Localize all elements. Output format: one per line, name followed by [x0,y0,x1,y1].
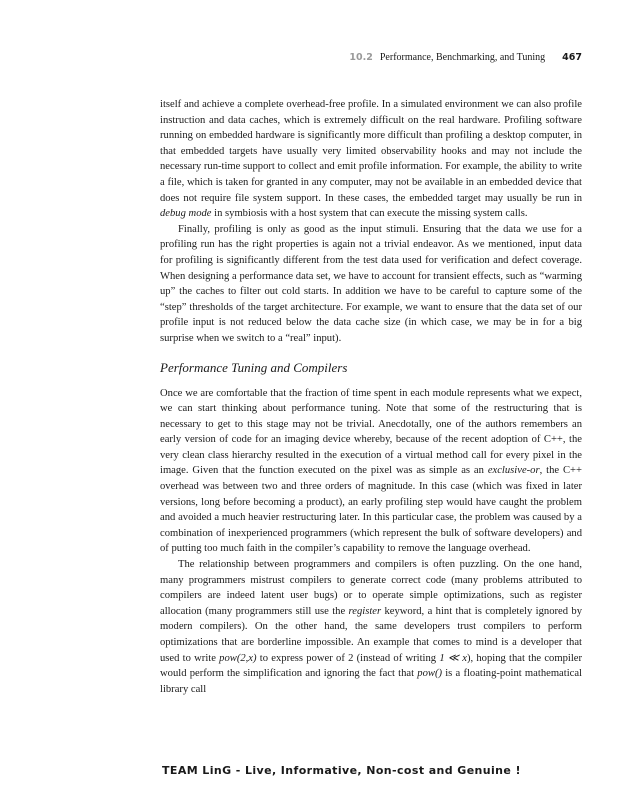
paragraph-4-emphasis-register: register [348,605,382,617]
paragraph-4 [160,557,582,697]
paragraph-4-emphasis-pow-call: pow() [417,668,443,680]
running-head [160,52,582,63]
page-body [160,97,582,697]
paragraph-4-text-a: The relationship between programmers and compilers is often puzzling. On the one hand, many programmers mistrust compilers to generate correct code (many problems attributed to compilers are indeed latent user bugs) or to operate simple optimizations, such as register allocation (many programmers still use the [160,559,582,617]
page-number: 467 [562,52,582,63]
paragraph-3 [160,386,582,558]
subsection-heading: Performance Tuning and Compilers [160,359,348,375]
paragraph-4-text-c: to express power of 2 (instead of writing [256,652,440,664]
section-number: 10.2 [349,52,373,63]
paragraph-2: Finally, profiling is only as good as the input stimuli. Ensuring that the data we use for a profiling run has the right properties is again not a trivial endeavor. As we mentioned, input data for profiling is significantly different from the test data used for verification and defect coverage. When designing a performance data set, we have to account for transient effects, such as “warming up” the caches to filter out cold starts. In addition we have to be careful to capture some of the “step” thresholds of the target architecture. For example, we want to ensure that the data set of our profile input is not reduced below the data cache size (in which case, we may be in for a big surprise when we switch to a “real” input). [160,223,582,344]
paragraph-3-emphasis: exclusive-or [487,465,540,477]
paragraph-4-text-b: keyword, a hint that is completely ignored by modern compilers). On the other hand, the same developers trust compilers to perform optimizations that are borderline impossible. An example that comes to mind is a developer that used to write [160,605,582,664]
paragraph-4-emphasis-pow: pow(2,x) [219,652,257,664]
paragraph-1-text-a: itself and achieve a complete overhead-free profile. In a simulated environment we can also profile instruction and data caches, which is extremely difficult on the real hardware. Profiling software running on embedded hardware is significantly more difficult than profiling a desktop computer, in that embedded targets have usually very limited observability hooks and may not include the necessary run-time support to collect and emit profile information. For example, the ability to write a file, which is taken for granted in any computer, may not be available in an embedded device that does not require file system support. In these cases, the embedded target may usually be run in [160,99,582,204]
paragraph-3-text-a: Once we are comfortable that the fraction of time spent in each module represents what we expect, we can start thinking about performance tuning. Note that some of the restructuring that is necessary to get to this stage may not be trivial. Anecdotally, one of the authors remembers an early version of code for an imaging device whereby, because of the recent adoption of C++, the very clean class hierarchy resulted in the execution of a virtual method call for every pixel in the image. Given that the function executed on the pixel was as simple as an [160,387,582,477]
paragraph-4-emphasis-shift: 1 ≪ x [439,652,467,664]
paragraph-4-text-e: is a floating-point mathematical library call [160,668,582,695]
paragraph-1-text-b: in symbiosis with a host system that can execute the missing system calls. [211,208,528,220]
paragraph-1-emphasis: debug mode [160,208,212,220]
section-title: Performance, Benchmarking, and Tuning [379,52,546,63]
paragraph-3-text-b: , the C++ overhead was between two and three orders of magnitude. In this case (which was fixed in later versions, long before becoming a product), an early profiling step would have caught the problem and avoided a much heavier restructuring later. In this particular case, the problem was caused by a combination of inexperienced programmers (which represent the bulk of software developers) and of putting too much faith in the compiler’s capability to remove the language overhead. [160,465,582,555]
paragraph-4-text-d: ), hoping that the compiler would perform the simplification and ignoring the fact that [160,652,583,680]
footer-watermark: TEAM LinG - Live, Informative, Non-cost and Genuine ! [162,764,521,777]
paragraph-1 [160,97,582,222]
